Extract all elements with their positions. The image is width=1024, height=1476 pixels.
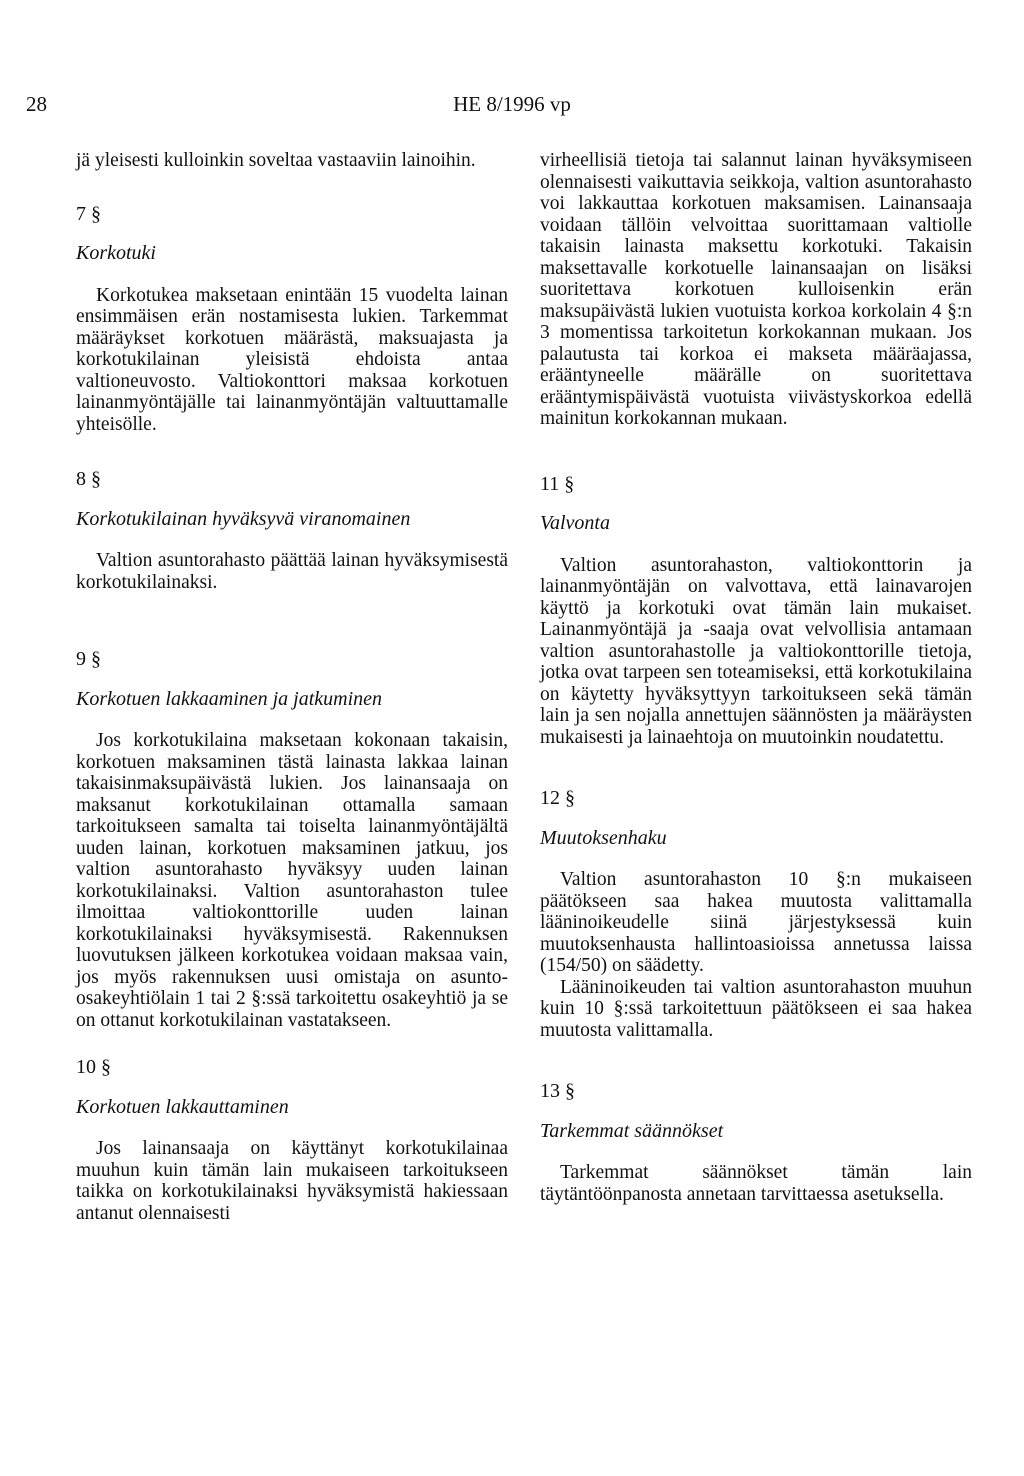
section-title: Korkotuki bbox=[76, 242, 156, 264]
continued-paragraph: virheellisiä tietoja tai salannut lainan hyväksymiseen olennaisesti vaikuttavia seikkoja, valtion asuntorahasto voi lakkauttaa korkotuen maksamisen. Lainansaaja voidaan tällöin velvoittaa suorittamaan valtiolle takaisin lainasta maksettu korkotuki. Takaisin maksettavalle korkotuelle lainansaajan on lisäksi suoritettava korkotuen kulloisenkin erän maksupäivästä lukien vuotuista korkoa korkolain 4 §:n 3 momentissa tarkoitetun korkokannan mukaan. Jos palautusta tai korkoa ei makseta määräajassa, erääntyneelle määrälle on suoritettava erääntymispäivästä vuotuista viivästyskorkoa edellä mainitun korkokannan mukaan. bbox=[540, 150, 972, 429]
section-13 bbox=[540, 1081, 972, 1205]
section-paragraph: Valtion asuntorahaston, valtiokonttorin ja lainanmyöntäjän on valvottava, että lainavarojen käyttö ja korkotuki ovat tämän lain mukaiset. Lainanmyöntäjä ja -saaja ovat velvollisia antamaan valtion asuntorahastolle ja valtiokonttorille tietoja, jotka ovat tarpeen sen toteamiseksi, että korkotukilaina on käytetty hyväksyttyyn tarkoitukseen sekä tämän lain ja sen nojalla annettujen säännösten ja määräysten mukaisesti ja lainaehtoja on muutoinkin noudatettu. bbox=[540, 554, 972, 748]
section-paragraph: Tarkemmat säännökset tämän lain täytäntöönpanosta annetaan tarvittaessa asetuksella. bbox=[540, 1162, 972, 1205]
section-number: 11 § bbox=[540, 472, 575, 495]
section-paragraph: Valtion asuntorahaston 10 §:n mukaiseen päätökseen saa hakea muutosta valittamalla lääninoikeudelle siinä järjestyksessä kuin muutoksenhausta hallintoasioissa annetussa laissa (154/50) on säädetty. bbox=[540, 869, 972, 976]
section-paragraph: Jos lainansaaja on käyttänyt korkotukilainaa muuhun kuin tämän lain mukaiseen tarkoitukseen taikka on korkotukilainaksi hyväksymistä hakiessaan antanut olennaisesti bbox=[76, 1138, 508, 1224]
page-number: 28 bbox=[26, 92, 47, 116]
section-12 bbox=[540, 788, 972, 1041]
page-header bbox=[0, 92, 1024, 122]
section-10 bbox=[76, 1057, 508, 1224]
section-number: 13 § bbox=[540, 1080, 575, 1102]
section-paragraph: Jos korkotukilaina maksetaan kokonaan takaisin, korkotuen maksaminen tästä lainasta lakkaa lainan takaisinmaksupäivästä lukien. Jos lainansaaja on maksanut korkotukilainan ottamalla samaan tarkoitukseen samalta tai toiselta lainanmyöntäjältä uuden lainan, korkotuen maksaminen jatkuu, jos valtion asuntorahasto hyväksyy uuden lainan korkotukilainaksi. Valtion asuntorahaston tulee ilmoittaa valtiokonttorille uuden lainan korkotukilainaksi hyväksymisestä. Rakennuksen luovutuksen jälkeen korkotukea voidaan maksaa vain, jos myös rakennuksen uusi omistaja on asunto-osakeyhtiölain 1 tai 2 §:ssä tarkoitettu osakeyhtiö ja se on ottanut korkotukilainan vastatakseen. bbox=[76, 730, 508, 1031]
section-paragraph: Korkotukea maksetaan enintään 15 vuodelta lainan ensimmäisen erän nostamisesta lukien. Tarkemmat määräykset korkotuen määrästä, maksuajasta ja korkotukilainan yleisistä ehdoista antaa valtioneuvosto. Valtiokonttori maksaa korkotuen lainanmyöntäjälle tai lainanmyöntäjän valtuuttamalle yhteisölle. bbox=[76, 284, 508, 435]
section-title: Valvonta bbox=[540, 512, 610, 534]
section-paragraph: Lääninoikeuden tai valtion asuntorahaston muuhun kuin 10 §:ssä tarkoitettuun päätökseen ei saa hakea muutosta valittamalla. bbox=[540, 976, 972, 1041]
section-number: 9 § bbox=[76, 648, 101, 670]
section-number: 12 § bbox=[540, 787, 575, 809]
right-column bbox=[540, 150, 972, 1205]
section-9 bbox=[76, 649, 508, 1031]
section-11 bbox=[540, 474, 972, 749]
document-id: HE 8/1996 vp bbox=[453, 92, 571, 116]
section-title: Korkotukilainan hyväksyvä viranomainen bbox=[76, 507, 411, 530]
section-title: Korkotuen lakkauttaminen bbox=[76, 1095, 289, 1118]
section-paragraph: Valtion asuntorahasto päättää lainan hyväksymisestä korkotukilainaksi. bbox=[76, 550, 508, 593]
section-number: 8 § bbox=[76, 468, 101, 490]
section-number: 10 § bbox=[76, 1056, 111, 1078]
section-8 bbox=[76, 469, 508, 593]
left-column bbox=[76, 150, 508, 1224]
section-number: 7 § bbox=[76, 202, 101, 225]
section-title: Muutoksenhaku bbox=[540, 826, 667, 849]
continued-paragraph: jä yleisesti kulloinkin soveltaa vastaaviin lainoihin. bbox=[76, 150, 476, 171]
section-title: Tarkemmat säännökset bbox=[540, 1119, 724, 1142]
section-title: Korkotuen lakkaaminen ja jatkuminen bbox=[76, 687, 383, 710]
section-7 bbox=[76, 204, 508, 436]
